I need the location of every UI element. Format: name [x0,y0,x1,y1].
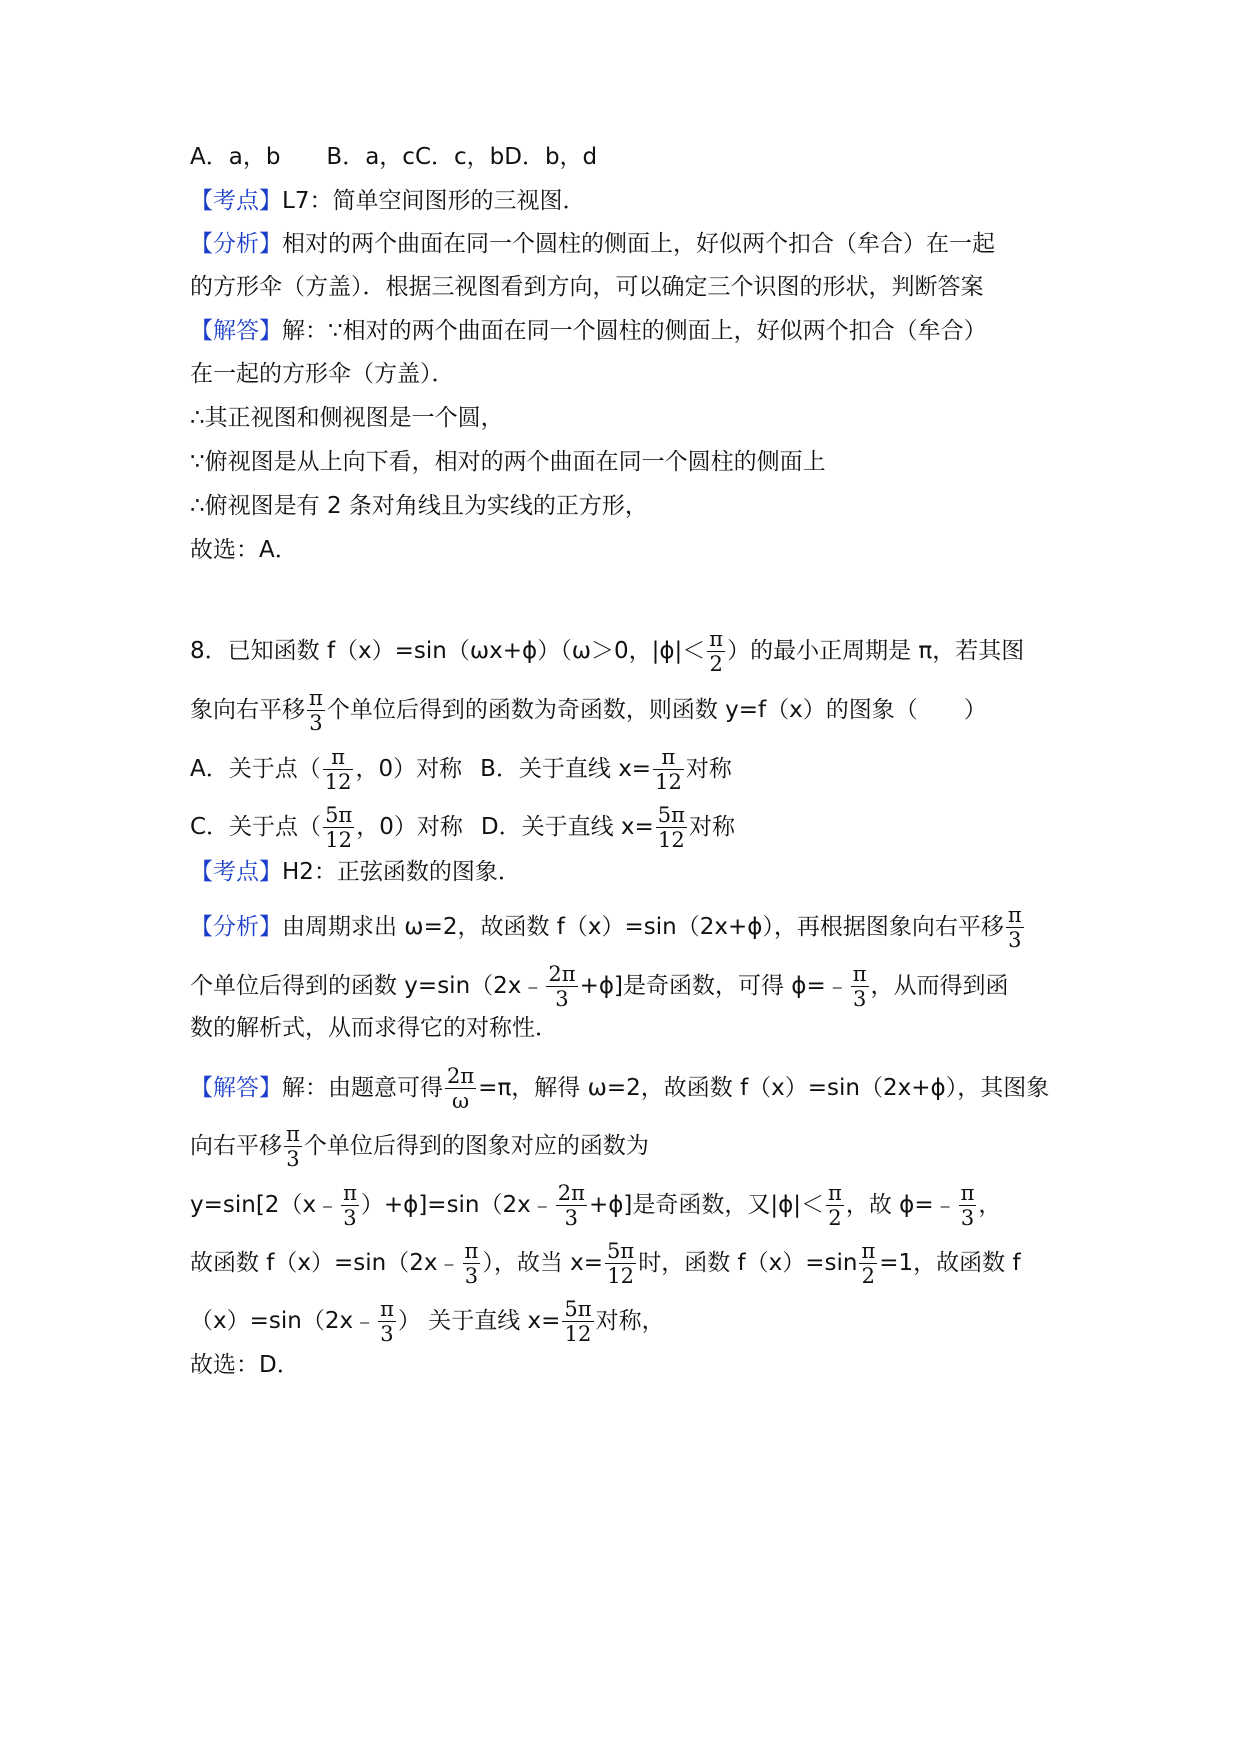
fraction: $\frac{2\pi}{\omega}$ [447,1064,475,1113]
q7-jieda-line3: ∴其正视图和侧视图是一个圆， [190,405,504,431]
q8-options-cd: C．关于点（ $\frac{5\pi}{12}$ ，0）对称 D．关于直线 x= $\frac{5\pi}{12}$ 对称 [190,803,735,852]
kaodian-tag: 【考点】 [190,859,282,885]
q8-stem-line1: 8．已知函数 f（x）=sin（ωx+ϕ）（ω＞0，|ϕ|＜ $\frac{\pi}{2}$ ）的最小正周期是 π，若其图 [190,627,1025,676]
fraction: $\frac{\pi}{3}$ [960,1181,975,1230]
fraction: $\frac{\pi}{3}$ [380,1297,394,1346]
q7-jieda-line2: 在一起的方形伞（方盖）． [190,361,455,387]
q7-answer: 故选：A． [190,537,298,563]
fraction: $\frac{5\pi}{12}$ [564,1297,592,1346]
q8-fenxi-line3: 数的解析式，从而求得它的对称性． [190,1015,558,1041]
jieda-tag: 【解答】 [190,1075,282,1101]
fraction: $\frac{\pi}{3}$ [464,1239,479,1288]
fraction: $\frac{2\pi}{3}$ [557,1181,585,1230]
fraction: $\frac{2\pi}{3}$ [548,962,576,1011]
fenxi-tag: 【分析】 [190,231,282,257]
q7-kaodian: 【考点】L7：简单空间图形的三视图． [190,188,586,214]
q8-fenxi-line1: 【分析】由周期求出 ω=2，故函数 f（x）=sin（2x+ϕ），再根据图象向右平移 $\frac{\pi}{3}$ [190,903,1022,952]
q8-jieda-line1: 【解答】解：由题意可得 $\frac{2\pi}{\omega}$ =π，解得 ω=2，故函数 f（x）=sin（2x+ϕ），其图象 [190,1064,1050,1113]
fraction: $\frac{\pi}{3}$ [309,686,323,735]
q8-kaodian: 【考点】H2：正弦函数的图象． [190,859,521,885]
q8-fenxi-line2: 个单位后得到的函数 y=sin（2x﹣ $\frac{2\pi}{3}$ +ϕ]是奇函数，可得 ϕ=﹣ $\frac{\pi}{3}$ ，从而得到函 [190,962,1009,1011]
fraction: $\frac{\pi}{3}$ [852,962,867,1011]
q7-jieda-line4: ∵俯视图是从上向下看，相对的两个曲面在同一个圆柱的侧面上 [190,449,826,475]
q7-fenxi-line2: 的方形伞（方盖）．根据三视图看到方向，可以确定三个识图的形状，判断答案 [190,274,984,300]
q7-fenxi-line1: 【分析】相对的两个曲面在同一个圆柱的侧面上，好似两个扣合（牟合）在一起 [190,231,995,257]
q8-jieda-line5: （x）=sin（2x﹣ $\frac{\pi}{3}$ ） 关于直线 x= $\frac{5\pi}{12}$ 对称， [190,1297,665,1346]
fraction: $\frac{5\pi}{12}$ [607,1239,635,1288]
q8-jieda-line3: y=sin[2（x﹣ $\frac{\pi}{3}$ ）+ϕ]=sin（2x﹣ $\frac{2\pi}{3}$ +ϕ]是奇函数，又|ϕ|＜ $\frac{\pi}{2}$ ，故 ϕ=﹣ $\frac{\pi}{3}$ ， [190,1181,1002,1230]
jieda-tag: 【解答】 [190,318,282,344]
fraction: $\frac{\pi}{2}$ [861,1239,876,1288]
fraction: $\frac{5\pi}{12}$ [657,803,685,852]
fraction: $\frac{\pi}{3}$ [1007,903,1022,952]
q8-jieda-line4: 故函数 f（x）=sin（2x﹣ $\frac{\pi}{3}$ ），故当 x= $\frac{5\pi}{12}$ 时，函数 f（x）=sin $\frac{\pi}{2}$ =1，故函数 f [190,1239,1021,1288]
q7-jieda-line5: ∴俯视图是有 2 条对角线且为实线的正方形， [190,493,648,519]
fraction: $\frac{\pi}{3}$ [343,1181,357,1230]
fraction: $\frac{\pi}{2}$ [828,1181,842,1230]
q8-answer: 故选：D． [190,1352,300,1378]
q8-options-ab: A．关于点（ $\frac{\pi}{12}$ ，0）对称 B．关于直线 x= $\frac{\pi}{12}$ 对称 [190,745,732,794]
kaodian-tag: 【考点】 [190,188,282,214]
fraction: $\frac{5\pi}{12}$ [325,803,353,852]
q7-options: A．a，b B．a，cC．c，bD．b，d [190,144,598,170]
fraction: $\frac{\pi}{12}$ [324,745,352,794]
q8-jieda-line2: 向右平移 $\frac{\pi}{3}$ 个单位后得到的图象对应的函数为 [190,1122,649,1171]
fraction: $\frac{\pi}{3}$ [286,1122,300,1171]
fenxi-tag: 【分析】 [190,914,282,940]
q7-jieda-line1: 【解答】解：∵相对的两个曲面在同一个圆柱的侧面上，好似两个扣合（牟合） [190,318,987,344]
fraction: $\frac{\pi}{2}$ [709,627,724,676]
q8-stem-line2: 象向右平移 $\frac{\pi}{3}$ 个单位后得到的函数为奇函数，则函数 y=f（x）的图象（ ） [190,686,987,735]
fraction: $\frac{\pi}{12}$ [655,745,682,794]
